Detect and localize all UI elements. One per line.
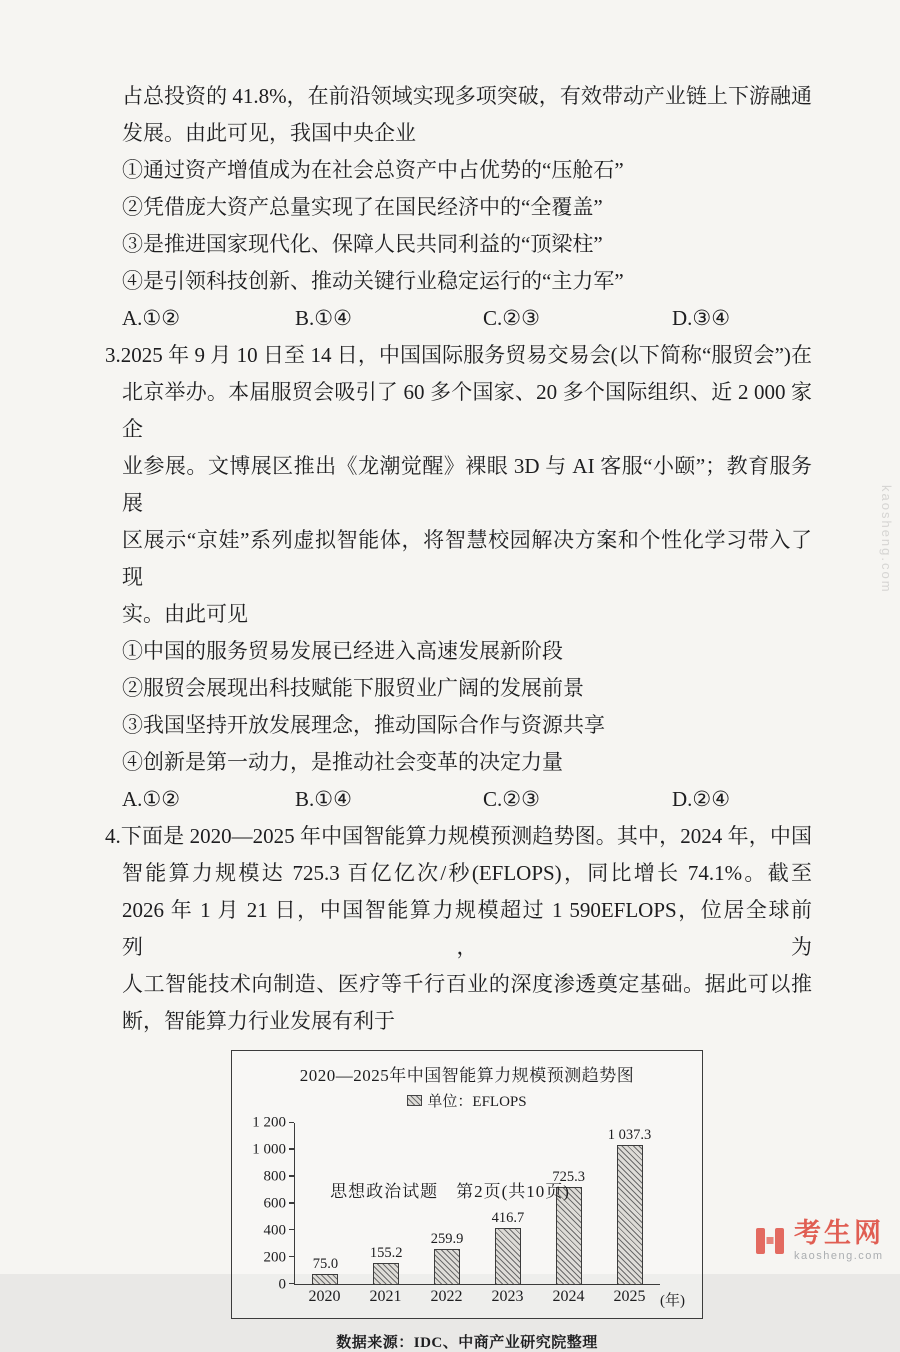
legend-hatch-swatch (407, 1095, 422, 1106)
y-tick-label: 200 (263, 1249, 286, 1266)
bar (495, 1228, 521, 1284)
y-tick-mark (289, 1122, 294, 1124)
question-text-line: 占总投资的 41.8%，在前沿领域实现多项突破，有效带动产业链上下游融通 (122, 84, 812, 108)
kaosheng-watermark (753, 1220, 884, 1262)
choice-d: D.③④ (672, 306, 731, 330)
question-text-line: 业参展。文博展区推出《龙潮觉醒》裸眼 3D 与 AI 客服“小颐”；教育服务展 (122, 454, 812, 515)
x-tick-label: 2022 (430, 1288, 463, 1305)
choice-b: B.①④ (295, 787, 352, 811)
page-footer: 思想政治试题 第2页(共10页) (330, 1182, 570, 1201)
question-4 (105, 818, 812, 1352)
x-axis (294, 1288, 690, 1310)
x-tick-label: 2020 (308, 1288, 341, 1305)
option-line-1: ①通过资产增值成为在社会总资产中占优势的“压舱石” (122, 158, 624, 182)
bar-group (599, 1123, 660, 1284)
bar (373, 1263, 399, 1284)
side-watermark: kaosheng.com (879, 485, 894, 594)
choice-a: A.①② (122, 787, 181, 811)
question-3 (105, 337, 812, 818)
option-line-3: ③我国坚持开放发展理念，推动国际合作与资源共享 (122, 713, 605, 737)
option-line-4: ④创新是第一动力，是推动社会变革的决定力量 (122, 750, 563, 774)
bar-value-label: 155.2 (369, 1245, 403, 1262)
y-tick-label: 600 (263, 1195, 286, 1212)
option-line-4: ④是引领科技创新、推动关键行业稳定运行的“主力军” (122, 269, 624, 293)
bar-group (477, 1123, 538, 1284)
x-axis-unit: (年) (660, 1293, 685, 1309)
bar-value-label: 1 037.3 (607, 1126, 652, 1143)
y-tick-mark (289, 1256, 294, 1258)
legend-label: 单位：EFLOPS (427, 1094, 527, 1110)
option-line-1: ①中国的服务贸易发展已经进入高速发展新阶段 (122, 639, 563, 663)
x-tick-label: 2025 (613, 1288, 646, 1305)
chart-legend (244, 1090, 690, 1111)
option-line-3: ③是推进国家现代化、保障人民共同利益的“顶梁柱” (122, 232, 603, 256)
y-tick-label: 0 (278, 1276, 286, 1293)
kaosheng-logo-icon (753, 1224, 787, 1258)
bar-group (538, 1123, 599, 1284)
bar (312, 1274, 338, 1284)
y-axis (244, 1114, 294, 1293)
question-number: 4. (105, 824, 121, 848)
chart-plot (294, 1123, 660, 1285)
question-text-line (105, 818, 812, 855)
option-line-2: ②服贸会展现出科技赋能下服贸业广阔的发展前景 (122, 676, 584, 700)
watermark-domain: kaosheng.com (794, 1250, 884, 1262)
choice-d: D.②④ (672, 787, 731, 811)
question-text-line: 智能算力规模达 725.3 百亿亿次/秒(EFLOPS)，同比增长 74.1%。截至 (122, 861, 812, 885)
y-tick-label: 1 200 (252, 1114, 286, 1131)
question-text-line: 发展。由此可见，我国中央企业 (122, 121, 416, 145)
bar-value-label: 725.3 (552, 1168, 586, 1185)
bar-group (356, 1123, 417, 1284)
x-axis-labels (294, 1288, 660, 1310)
chart-source: 数据来源：IDC、中商产业研究院整理 (336, 1335, 598, 1351)
choice-c: C.②③ (483, 306, 540, 330)
question-text-line: 断，智能算力行业发展有利于 (122, 1009, 395, 1033)
question-text-line: 人工智能技术向制造、医疗等千行百业的深度渗透奠定基础。据此可以推 (122, 972, 812, 996)
bar (617, 1145, 643, 1284)
y-tick-mark (289, 1283, 294, 1285)
question-text-line: 2026 年 1 月 21 日，中国智能算力规模超过 1 590EFLOPS，位居全球前列，为 (122, 898, 812, 959)
option-line-2: ②凭借庞大资产总量实现了在国民经济中的“全覆盖” (122, 195, 603, 219)
x-tick-label: 2023 (491, 1288, 524, 1305)
bar-value-label: 416.7 (491, 1210, 525, 1227)
y-tick-label: 800 (263, 1168, 286, 1185)
x-tick-label: 2021 (369, 1288, 402, 1305)
bar-value-label: 259.9 (430, 1231, 464, 1248)
choice-c: C.②③ (483, 787, 540, 811)
bar (434, 1249, 460, 1284)
question-text-line (105, 337, 812, 374)
question-text-line: 北京举办。本届服贸会吸引了 60 多个国家、20 多个国际组织、近 2 000 家企 (122, 380, 812, 441)
y-tick-mark (289, 1148, 294, 1150)
question-2-continuation (105, 78, 812, 337)
choice-b: B.①④ (295, 306, 352, 330)
chart-title: 2020—2025年中国智能算力规模预测趋势图 (299, 1066, 635, 1085)
bar-group (417, 1123, 478, 1284)
y-tick-mark (289, 1229, 294, 1231)
question-number: 3. (105, 343, 121, 367)
question-text-line: 区展示“京娃”系列虚拟智能体，将智慧校园解决方案和个性化学习带入了现 (122, 528, 812, 589)
question-text-line: 实。由此可见 (122, 602, 248, 626)
y-tick-label: 400 (263, 1222, 286, 1239)
bar-value-label: 75.0 (312, 1255, 339, 1272)
question-line-text: 2025 年 9 月 10 日至 14 日，中国国际服务贸易交易会(以下简称“服贸会”)在 (120, 343, 812, 367)
watermark-text (794, 1220, 884, 1262)
bar-group (295, 1123, 356, 1284)
x-tick-label: 2024 (552, 1288, 585, 1305)
answer-choices-row (122, 781, 812, 818)
y-tick-label: 1 000 (252, 1141, 286, 1158)
watermark-brand: 考生网 (794, 1218, 884, 1248)
chart-body (244, 1114, 690, 1293)
choice-a: A.①② (122, 306, 181, 330)
y-tick-mark (289, 1202, 294, 1204)
answer-choices-row (122, 300, 812, 337)
question-line-text: 下面是 2020—2025 年中国智能算力规模预测趋势图。其中，2024 年，中国 (120, 824, 812, 848)
